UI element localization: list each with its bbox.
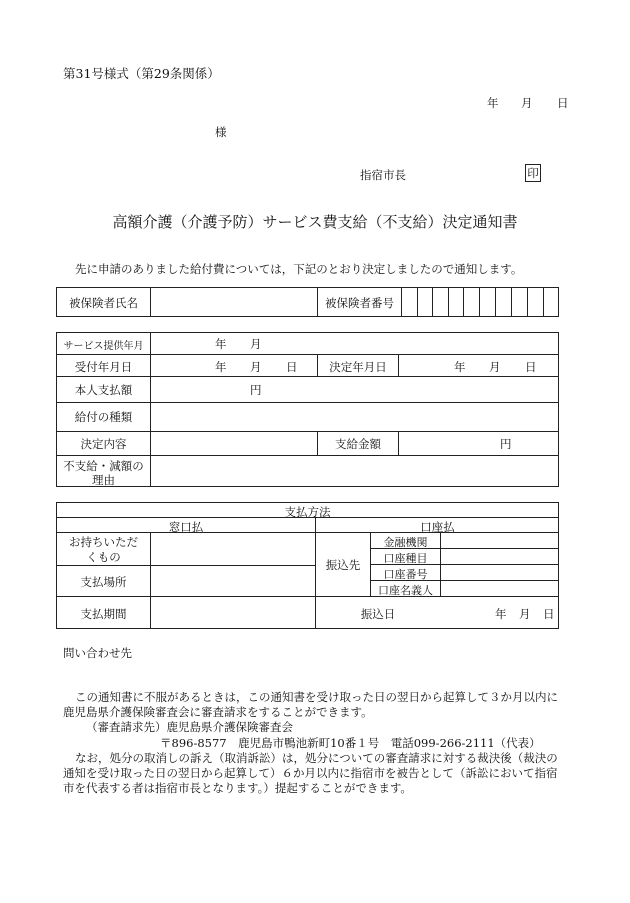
date-month: 月: [521, 96, 533, 110]
received-day: 日: [286, 360, 298, 374]
self-pay-label: 本人支払額: [74, 383, 133, 397]
insured-name-label: 被保険者氏名: [69, 296, 138, 310]
payment-method-label: 支払方法: [284, 505, 331, 519]
official-seal: 印: [525, 164, 541, 182]
date-year: 年: [487, 96, 499, 110]
intro-text: 先に申請のありました給付費については，下記のとおり決定しましたので通知します。: [75, 262, 523, 276]
transfer-day: 日: [543, 607, 555, 621]
service-month-year: 年: [215, 337, 227, 351]
notice-line: なお，処分の取消しの訴え（取消訴訟）は，処分についての審査請求に対する裁決後（裁決の: [75, 751, 558, 765]
notice-line: 鹿児島県介護保険審査会に審査請求をすることができます。: [63, 705, 373, 719]
bank-label: 金融機関: [383, 536, 428, 549]
reason-label-line2: 理由: [92, 473, 115, 487]
service-month-month: 月: [250, 337, 262, 351]
insured-number-label: 被保険者番号: [325, 296, 394, 310]
transfer-to-label: 振込先: [325, 558, 361, 572]
payment-amount-unit: 円: [500, 437, 512, 451]
transfer-date-label: 振込日: [360, 607, 396, 621]
account-holder-label: 口座名義人: [378, 584, 433, 597]
notice-line: （審査請求先）鹿児島県介護保険審査会: [86, 720, 293, 734]
decided-date-label: 決定年月日: [329, 360, 387, 374]
bring-items-label-line2: くもの: [86, 550, 121, 564]
issuer: 指宿市長: [360, 168, 406, 182]
transfer-month: 月: [519, 607, 531, 621]
reason-label-line1: 不支給・減額の: [63, 459, 144, 473]
payment-period-label: 支払期間: [80, 607, 127, 621]
self-pay-unit: 円: [250, 383, 262, 397]
transfer-year: 年: [495, 607, 507, 621]
form-number: 第31号様式（第29条関係）: [63, 66, 220, 81]
payment-place-label: 支払場所: [80, 575, 127, 589]
decided-month: 月: [489, 360, 501, 374]
decision-content-label: 決定内容: [80, 437, 127, 451]
bring-items-label-line1: お持ちいただ: [69, 535, 138, 549]
service-month-label: サービス提供年月: [63, 341, 144, 352]
notice-line: 通知を受け取った日の翌日から起算して）６か月以内に指宿市を被告として（訴訟において指宿: [63, 766, 558, 780]
notice-line: この通知書に不服があるときは，この通知書を受け取った日の翌日から起算して３か月以内に: [75, 690, 558, 704]
date-day: 日: [557, 96, 569, 110]
document-title: 高額介護（介護予防）サービス費支給（不支給）決定通知書: [112, 213, 518, 231]
received-year: 年: [215, 360, 227, 374]
payment-amount-label: 支給金額: [335, 437, 381, 451]
account-number-label: 口座番号: [383, 568, 428, 581]
notice-line: 市を代表する者は指宿市長となります。）提起することができます。: [63, 781, 412, 795]
decided-day: 日: [525, 360, 537, 374]
counter-payment-label: 窓口払: [168, 520, 204, 534]
addressee-suffix: 様: [215, 125, 227, 139]
notice-line: 〒896-8577 鹿児島市鴨池新町10番１号 電話099-266-2111（代表）: [160, 736, 541, 750]
decided-year: 年: [454, 360, 466, 374]
contact-label: 問い合わせ先: [63, 646, 132, 660]
received-date-label: 受付年月日: [74, 360, 133, 374]
account-type-label: 口座種目: [383, 552, 428, 565]
account-payment-label: 口座払: [420, 520, 455, 534]
received-month: 月: [250, 360, 262, 374]
benefit-type-label: 給付の種類: [74, 410, 133, 424]
